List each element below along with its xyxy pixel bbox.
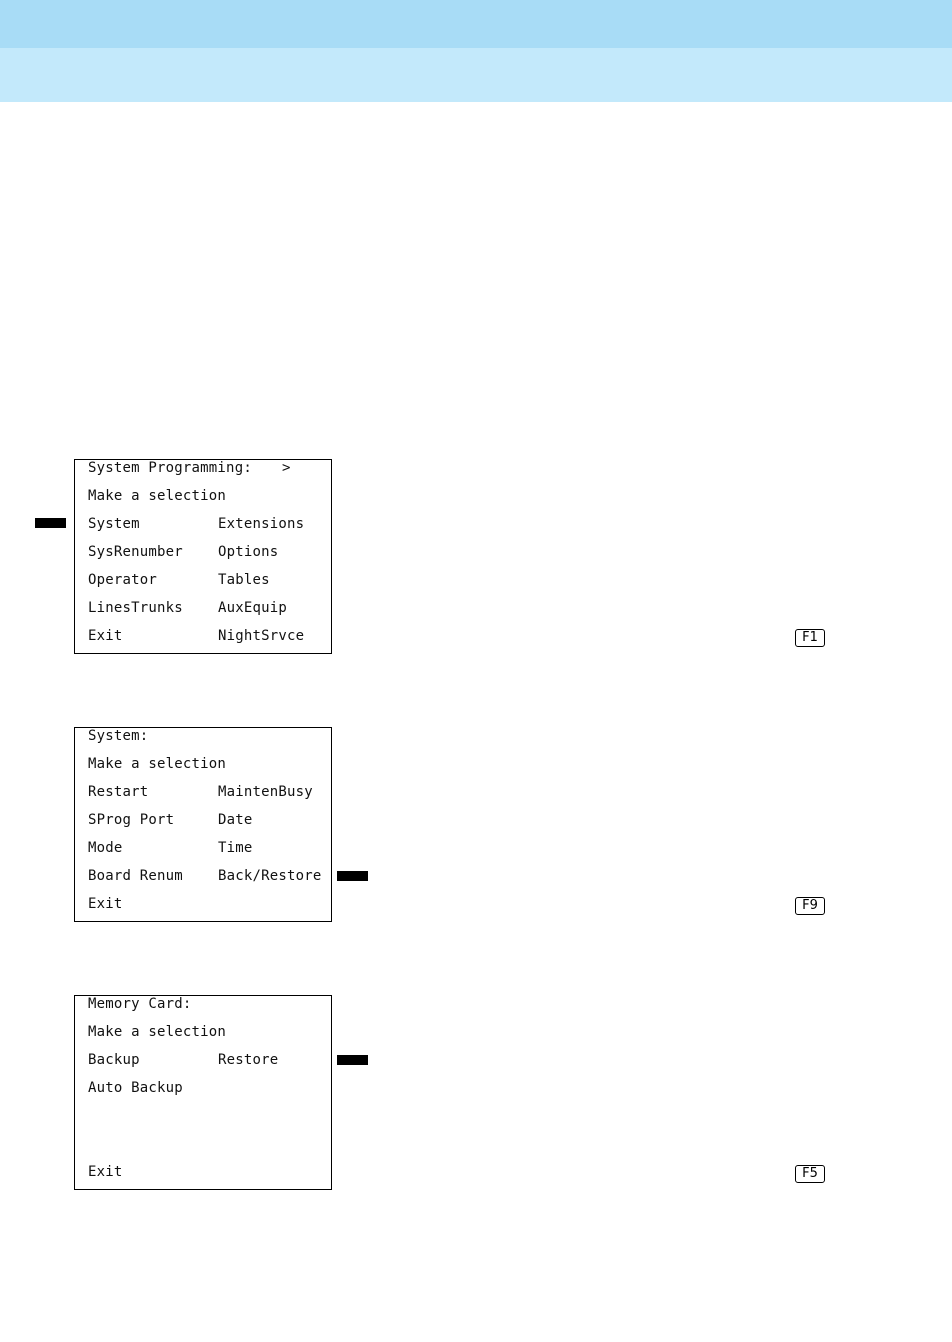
- menu-option-backup[interactable]: Backup: [88, 1052, 140, 1068]
- menu-option-tables[interactable]: Tables: [218, 572, 270, 588]
- menu-option-nightsrvce[interactable]: NightSrvce: [218, 628, 305, 644]
- screen-prompt: Make a selection: [88, 756, 227, 772]
- header-band-top: [0, 0, 952, 48]
- menu-option-time[interactable]: Time: [218, 840, 253, 856]
- system-programming-screen: [74, 459, 332, 654]
- menu-option-linestrunks[interactable]: LinesTrunks: [88, 600, 183, 616]
- function-key-f9[interactable]: F9: [795, 897, 825, 915]
- menu-option-exit[interactable]: Exit: [88, 628, 123, 644]
- function-key-f1[interactable]: F1: [795, 629, 825, 647]
- screen-title: System:: [88, 728, 149, 744]
- menu-option-maintenbusy[interactable]: MaintenBusy: [218, 784, 313, 800]
- screen-prompt: Make a selection: [88, 488, 227, 504]
- menu-option-exit[interactable]: Exit: [88, 896, 123, 912]
- menu-option-exit[interactable]: Exit: [88, 1164, 123, 1180]
- menu-option-sysrenumber[interactable]: SysRenumber: [88, 544, 183, 560]
- menu-option-extensions[interactable]: Extensions: [218, 516, 305, 532]
- function-key-f5[interactable]: F5: [795, 1165, 825, 1183]
- menu-option-operator[interactable]: Operator: [88, 572, 158, 588]
- menu-option-back-restore[interactable]: Back/Restore: [218, 868, 322, 884]
- memory-card-screen: [74, 995, 332, 1190]
- menu-option-date[interactable]: Date: [218, 812, 253, 828]
- header-band-bottom: [0, 48, 952, 102]
- screen-title: Memory Card:: [88, 996, 192, 1012]
- menu-option-restore[interactable]: Restore: [218, 1052, 279, 1068]
- screen-title: System Programming:: [88, 460, 252, 476]
- menu-option-options[interactable]: Options: [218, 544, 279, 560]
- menu-option-mode[interactable]: Mode: [88, 840, 123, 856]
- selection-marker-system: [35, 518, 66, 528]
- menu-option-system[interactable]: System: [88, 516, 140, 532]
- menu-option-auto-backup[interactable]: Auto Backup: [88, 1080, 183, 1096]
- menu-option-sprog-port[interactable]: SProg Port: [88, 812, 175, 828]
- screen-prompt: Make a selection: [88, 1024, 227, 1040]
- system-screen: [74, 727, 332, 922]
- next-page-arrow[interactable]: >: [282, 460, 291, 476]
- selection-marker-back-restore: [337, 871, 368, 881]
- menu-option-restart[interactable]: Restart: [88, 784, 149, 800]
- selection-marker-restore: [337, 1055, 368, 1065]
- menu-option-auxequip[interactable]: AuxEquip: [218, 600, 288, 616]
- menu-option-board-renum[interactable]: Board Renum: [88, 868, 183, 884]
